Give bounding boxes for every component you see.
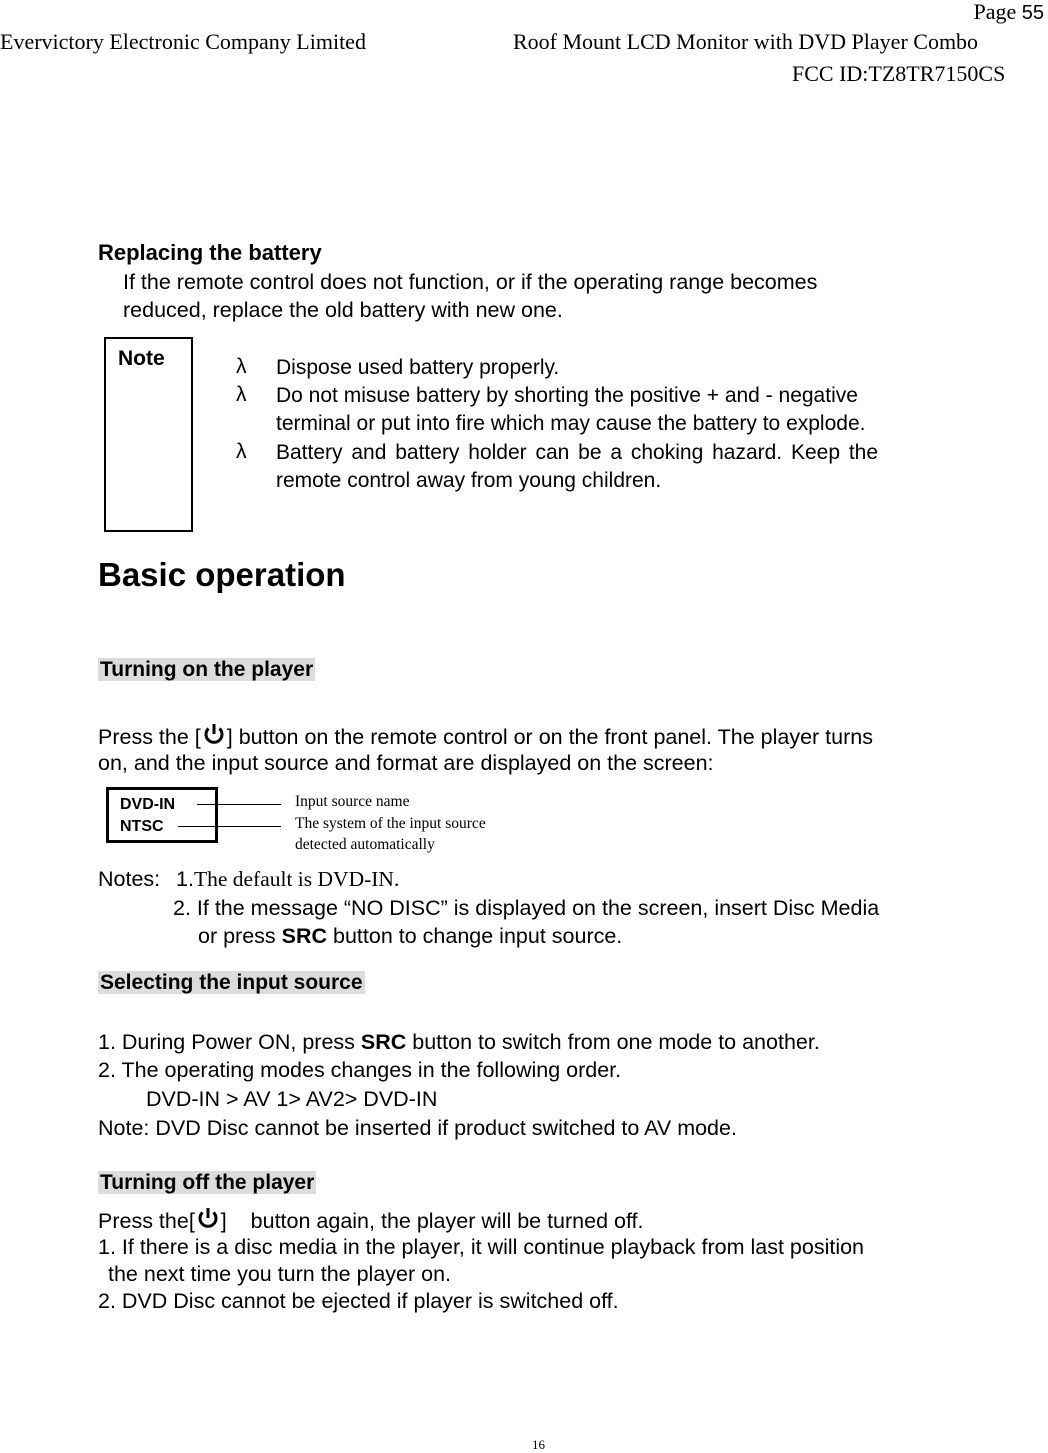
- leader-line-system: [178, 826, 281, 827]
- turning-on-line2: on, and the input source and format are displayed on the screen:: [98, 751, 714, 775]
- battery-intro-line1: If the remote control does not function, or if the operating range becomes: [123, 270, 818, 294]
- note-2-line1: 2. If the message “NO DISC” is displayed on the screen, insert Disc Media: [173, 896, 880, 920]
- bullet-symbol: λ: [236, 440, 247, 463]
- off-press-before: Press the[: [98, 1209, 195, 1233]
- bullet-symbol: λ: [236, 355, 247, 378]
- power-icon: [202, 722, 226, 752]
- press-after: ] button on the remote control or on the front panel. The player turns: [226, 725, 873, 749]
- footer-page-number: 16: [532, 1437, 545, 1452]
- bullet-3-line1: Battery and battery holder can be a choking hazard. Keep the: [276, 441, 879, 464]
- selecting-title-text: Selecting the input source: [100, 971, 363, 994]
- selecting-title: [98, 971, 365, 995]
- step1-src: SRC: [360, 1030, 407, 1054]
- selecting-note: Note: DVD Disc cannot be inserted if product switched to AV mode.: [98, 1116, 737, 1140]
- note-2-post: button to change input source.: [327, 924, 623, 948]
- battery-title: Replacing the battery: [98, 240, 322, 265]
- bullet-2-line2: terminal or put into fire which may cause the battery to explode.: [276, 412, 866, 435]
- fcc-id: FCC ID:TZ8TR7150CS: [792, 61, 1006, 86]
- note-1-text: The default is DVD-IN.: [193, 867, 400, 891]
- page-number-header: [973, 0, 1044, 25]
- selecting-step2: 2. The operating modes changes in the following order.: [98, 1058, 622, 1082]
- notes-label: Notes:: [98, 867, 161, 891]
- label-system-1: The system of the input source: [295, 815, 486, 832]
- turning-off-item1-line1: 1. If there is a disc media in the player, it will continue playback from last position: [98, 1235, 865, 1259]
- off-press-after: ] button again, the player will be turned off.: [220, 1209, 644, 1233]
- step1-post: button to switch from one mode to another.: [406, 1030, 820, 1054]
- selecting-step1: [98, 1029, 820, 1055]
- bullet-2-line1: Do not misuse battery by shorting the positive + and - negative: [276, 384, 858, 407]
- turning-off-title: [98, 1171, 316, 1195]
- page-label: Page: [973, 0, 1017, 24]
- turning-off-title-text: Turning off the player: [100, 1171, 315, 1194]
- press-before: Press the [: [98, 725, 201, 749]
- screen-source: DVD-IN: [120, 796, 176, 813]
- label-input-source: Input source name: [295, 793, 410, 810]
- bullet-symbol: λ: [236, 383, 247, 406]
- label-system-2: detected automatically: [295, 836, 435, 853]
- note-2-src: SRC: [281, 924, 328, 948]
- note-1: [176, 866, 399, 892]
- note-1-number: 1.: [176, 867, 194, 891]
- turning-off-line1: [98, 1206, 644, 1236]
- page-number: 55: [1021, 2, 1044, 24]
- note-2-pre: or press: [198, 924, 282, 948]
- battery-intro-line2: reduced, replace the old battery with new one.: [123, 298, 563, 322]
- note-2-line2: [198, 923, 622, 949]
- leader-line-source: [197, 804, 281, 805]
- step1-pre: 1. During Power ON, press: [98, 1030, 361, 1054]
- turning-on-title: [98, 658, 315, 682]
- bullet-1-line1: Dispose used battery properly.: [276, 356, 560, 379]
- basic-operation-title: Basic operation: [98, 556, 346, 593]
- note-label: Note: [118, 347, 165, 370]
- turning-on-title-text: Turning on the player: [100, 658, 314, 681]
- turning-off-item2: 2. DVD Disc cannot be ejected if player is switched off.: [98, 1289, 619, 1313]
- turning-off-item1-line2: the next time you turn the player on.: [108, 1262, 452, 1286]
- selecting-order: DVD-IN > AV 1> AV2> DVD-IN: [146, 1087, 438, 1111]
- product-name: Roof Mount LCD Monitor with DVD Player Combo: [513, 29, 979, 54]
- turning-on-line1: [98, 722, 873, 752]
- screen-system: NTSC: [120, 818, 164, 835]
- bullet-3-line2: remote control away from young children.: [276, 469, 662, 492]
- company-name: Evervictory Electronic Company Limited: [0, 29, 366, 54]
- power-icon: [196, 1206, 220, 1236]
